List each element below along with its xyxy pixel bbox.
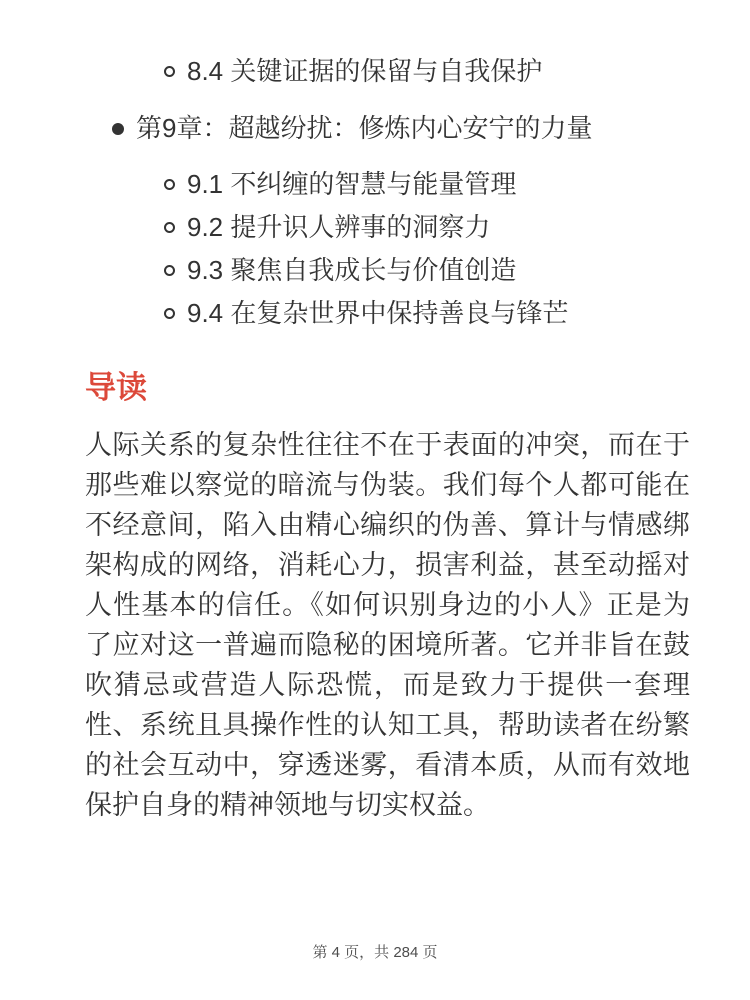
- circle-bullet-icon: [164, 179, 175, 190]
- disc-bullet-icon: [112, 123, 124, 135]
- toc-item-label: 9.2 提升识人辨事的洞察力: [187, 212, 491, 242]
- toc-item: [0, 249, 750, 292]
- toc-item: [0, 50, 750, 93]
- toc-item-label: 9.4 在复杂世界中保持善良与锋芒: [187, 298, 569, 328]
- toc-item-label: 8.4 关键证据的保留与自我保护: [187, 56, 543, 86]
- toc-item: [0, 163, 750, 206]
- toc-item-label: 9.1 不纠缠的智慧与能量管理: [187, 169, 517, 199]
- circle-bullet-icon: [164, 265, 175, 276]
- page-footer: [0, 941, 750, 962]
- page-indicator: 第 4 页，共 284 页: [312, 944, 438, 961]
- toc-item-chapter: [0, 107, 750, 150]
- table-of-contents: [0, 0, 750, 335]
- toc-item: [0, 206, 750, 249]
- intro-paragraph: 人际关系的复杂性往往不在于表面的冲突，而在于那些难以察觉的暗流与伪装。我们每个人都可能在不经意间，陷入由精心编织的伪善、算计与情感绑架构成的网络，消耗心力，损害利益，甚至动摇对人性基本的信任。《如何识别身边的小人》正是为了应对这一普遍而隐秘的困境所著。它并非旨在鼓吹猜忌或营造人际恐慌，而是致力于提供一套理性、系统且具操作性的认知工具，帮助读者在纷繁的社会互动中，穿透迷雾，看清本质，从而有效地保护自身的精神领地与切实权益。: [85, 430, 690, 820]
- circle-bullet-icon: [164, 66, 175, 77]
- toc-item: [0, 292, 750, 335]
- toc-item-label: 第9章：超越纷扰：修炼内心安宁的力量: [136, 113, 593, 143]
- circle-bullet-icon: [164, 222, 175, 233]
- circle-bullet-icon: [164, 308, 175, 319]
- toc-item-label: 9.3 聚焦自我成长与价值创造: [187, 255, 517, 285]
- section-heading: 导读: [85, 370, 147, 405]
